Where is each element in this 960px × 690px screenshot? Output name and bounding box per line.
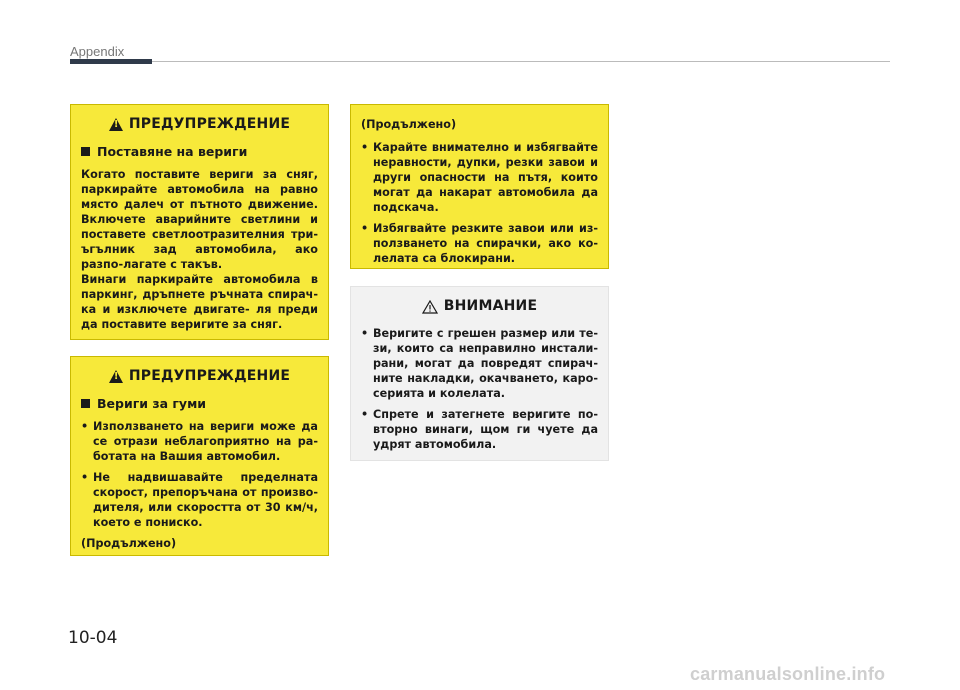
caution-box (350, 286, 609, 461)
list-item: • Спрете и затегнете веригите по-вторно винаги, щом ги чуете да удрят автомобила. (361, 408, 598, 451)
header-section-label: Appendix (70, 44, 125, 59)
list-item: • Избягвайте резките завои или из-ползването на спирачки, ако ко-лелата са блокирани. (361, 222, 598, 265)
bullet-list (81, 419, 318, 530)
caution-triangle-icon (422, 300, 438, 314)
header-accent-bar (70, 59, 152, 64)
list-item: • Не надвишавайте пределната скорост, препоръчана от произво-дителя, или скоростта от 30 км/ч, което е пониско. (81, 471, 318, 529)
header-rule (152, 61, 890, 62)
paragraph: Винаги паркирайте автомобила в паркинг, дръпнете ръчната спирач-ка и изключете двигате- ля преди да поставите веригите за сняг. (81, 273, 318, 331)
caution-title: ВНИМАНИЕ (361, 299, 598, 314)
continued-label: (Продължено) (81, 537, 177, 550)
continued-label: (Продължено) (361, 118, 457, 131)
list-item: • Веригите с грешен размер или те-зи, които са неправилно инстали-рани, могат да повредят спирач-ните накладки, окачването, каро-серията и колелата. (361, 327, 598, 400)
warning-box-tire-chains (70, 356, 329, 556)
square-bullet-icon (81, 399, 90, 408)
watermark: carmanualsonline.info (690, 664, 886, 684)
page-number: 10-04 (68, 628, 118, 648)
bullet-list (361, 140, 598, 266)
warning-triangle-icon (109, 118, 123, 131)
warning-title: ! ПРЕДУПРЕЖДЕНИЕ (81, 117, 318, 132)
square-bullet-icon (81, 147, 90, 156)
list-item: • Използването на вериги може да се отрази неблагоприятно на ра-ботата на Вашия автомобил. (81, 420, 318, 463)
warning-box-snow-chains (70, 104, 329, 340)
warning-title: ! ПРЕДУПРЕЖДЕНИЕ (81, 369, 318, 384)
warning-box-continued (350, 104, 609, 269)
subheading: Вериги за гуми (81, 396, 318, 411)
list-item: • Карайте внимателно и избягвайте неравности, дупки, резки завои и други опасности на пътя, които могат да накарат автомобила да подскача. (361, 141, 598, 214)
paragraph: Когато поставите вериги за сняг, паркирайте автомобила на равно място далеч от пътното движение. Включете аварийните светлини и поставете светлоотразителния три-ъгълник зад автомобила, ако разпо-лагате с такъв. (81, 168, 318, 271)
subheading: Поставяне на вериги (81, 144, 318, 159)
bullet-list (361, 326, 598, 452)
warning-triangle-icon (109, 370, 123, 383)
